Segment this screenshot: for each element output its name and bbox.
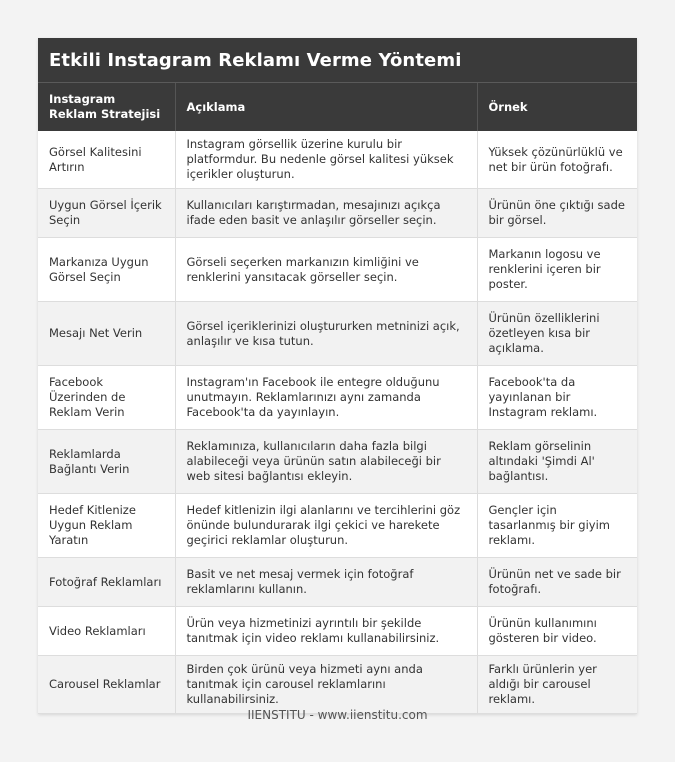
cell-strategy: Fotoğraf Reklamları [38,558,175,607]
cell-description: Hedef kitlenizin ilgi alanlarını ve tercihlerini göz önünde bulundurarak ilgi çekici ve harekete geçirici reklamlar oluşturun. [175,494,477,558]
header-description: Açıklama [175,83,477,131]
cell-description: Kullanıcıları karıştırmadan, mesajınızı açıkça ifade eden basit ve anlaşılır görseller seçin. [175,189,477,238]
cell-description: Reklamınıza, kullanıcıların daha fazla bilgi alabileceği veya ürünün satın alabileceği bir web sitesi bağlantısı ekleyin. [175,430,477,494]
table-row [38,189,637,238]
footer-credit: IIENSTITU - www.iienstitu.com [247,708,428,722]
table-row [38,558,637,607]
table-row [38,131,637,189]
cell-description: Görseli seçerken markanızın kimliğini ve renklerini yansıtacak görseller seçin. [175,238,477,302]
header-row [38,83,637,131]
strategy-table [38,83,637,714]
table-row [38,238,637,302]
table-row [38,430,637,494]
table-row [38,302,637,366]
cell-description: Basit ve net mesaj vermek için fotoğraf reklamlarını kullanın. [175,558,477,607]
cell-strategy: Uygun Görsel İçerik Seçin [38,189,175,238]
table-row [38,656,637,714]
cell-example: Ürünün kullanımını gösteren bir video. [477,607,637,656]
cell-example: Facebook'ta da yayınlanan bir Instagram reklamı. [477,366,637,430]
cell-strategy: Mesajı Net Verin [38,302,175,366]
cell-example: Reklam görselinin altındaki 'Şimdi Al' bağlantısı. [477,430,637,494]
cell-strategy: Görsel Kalitesini Artırın [38,131,175,189]
cell-strategy: Reklamlarda Bağlantı Verin [38,430,175,494]
table-card [38,38,637,714]
cell-example: Gençler için tasarlanmış bir giyim reklamı. [477,494,637,558]
table-title: Etkili Instagram Reklamı Verme Yöntemi [38,38,637,83]
cell-example: Farklı ürünlerin yer aldığı bir carousel reklamı. [477,656,637,714]
table-row [38,366,637,430]
cell-strategy: Carousel Reklamlar [38,656,175,714]
cell-example: Ürünün net ve sade bir fotoğrafı. [477,558,637,607]
cell-description: Ürün veya hizmetinizi ayrıntılı bir şekilde tanıtmak için video reklamı kullanabilirsiniz. [175,607,477,656]
cell-strategy: Hedef Kitlenize Uygun Reklam Yaratın [38,494,175,558]
cell-description: Görsel içeriklerinizi oluştururken metninizi açık, anlaşılır ve kısa tutun. [175,302,477,366]
header-example: Örnek [477,83,637,131]
table-row [38,494,637,558]
cell-strategy: Markanıza Uygun Görsel Seçin [38,238,175,302]
cell-example: Yüksek çözünürlüklü ve net bir ürün fotoğrafı. [477,131,637,189]
header-strategy: Instagram Reklam Stratejisi [38,83,175,131]
cell-example: Ürünün özelliklerini özetleyen kısa bir açıklama. [477,302,637,366]
cell-strategy: Facebook Üzerinden de Reklam Verin [38,366,175,430]
cell-example: Markanın logosu ve renklerini içeren bir poster. [477,238,637,302]
table-row [38,607,637,656]
cell-strategy: Video Reklamları [38,607,175,656]
cell-example: Ürünün öne çıktığı sade bir görsel. [477,189,637,238]
cell-description: Instagram görsellik üzerine kurulu bir platformdur. Bu nedenle görsel kalitesi yüksek içerikler oluşturun. [175,131,477,189]
cell-description: Birden çok ürünü veya hizmeti aynı anda tanıtmak için carousel reklamlarını kullanabilirsiniz. [175,656,477,714]
cell-description: Instagram'ın Facebook ile entegre olduğunu unutmayın. Reklamlarınızı aynı zamanda Facebook'ta da yayınlayın. [175,366,477,430]
